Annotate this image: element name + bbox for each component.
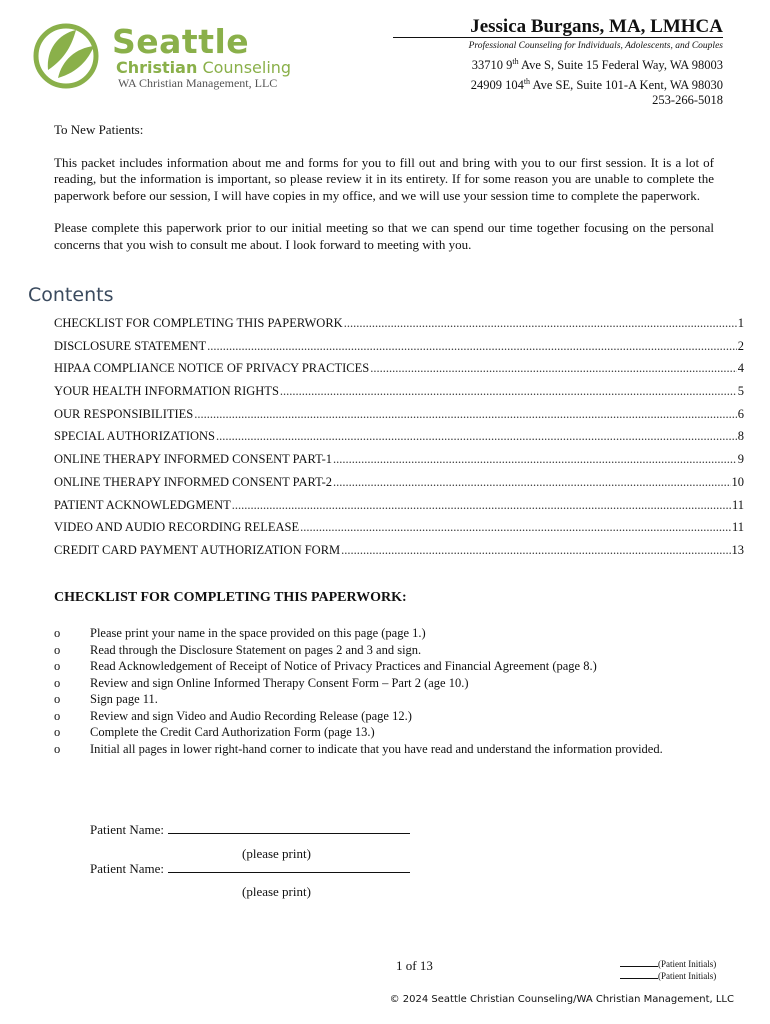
toc-entry[interactable]: [54, 475, 744, 498]
toc-entry[interactable]: [54, 384, 744, 407]
checklist-item-text: Please print your name in the space provided on this page (page 1.): [90, 626, 426, 640]
toc-entry-title[interactable]: SPECIAL AUTHORIZATIONS: [54, 429, 215, 444]
toc-entry[interactable]: [54, 520, 744, 543]
toc-entry[interactable]: [54, 316, 744, 339]
toc-leader-dots: [341, 543, 730, 558]
checkbox-bullet-icon: o: [54, 675, 61, 690]
toc-leader-dots: [333, 452, 737, 467]
toc-entry-title[interactable]: OUR RESPONSIBILITIES: [54, 406, 194, 421]
greeting: To New Patients:: [54, 122, 144, 137]
checklist-item-text: Initial all pages in lower right-hand corner to indicate that you have read and understand the information provided.: [90, 741, 663, 756]
provider-tagline: Professional Counseling for Individuals, Adolescents, and Couples: [468, 41, 723, 51]
toc-entry-page: 4: [737, 361, 744, 376]
toc-entry[interactable]: [54, 429, 744, 452]
toc-leader-dots: [333, 475, 731, 490]
toc-entry-page: 6: [737, 406, 744, 421]
logo-name: Seattle: [112, 22, 250, 61]
checkbox-bullet-icon: o: [54, 725, 61, 739]
toc-entry[interactable]: [54, 361, 744, 384]
logo-organization: WA Christian Management, LLC: [118, 76, 278, 90]
toc-entry-page: 10: [731, 474, 744, 489]
checkbox-bullet-icon: o: [54, 642, 61, 657]
toc-leader-dots: [280, 384, 737, 399]
toc-entry-title[interactable]: HIPAA COMPLIANCE NOTICE OF PRIVACY PRACTICES: [54, 361, 370, 376]
toc-entry-title[interactable]: YOUR HEALTH INFORMATION RIGHTS: [54, 384, 279, 399]
intro-section: [54, 122, 714, 253]
provider-address-1: 33710 9th Ave S, Suite 15 Federal Way, WA 98003: [471, 57, 723, 73]
toc-entry[interactable]: [54, 543, 744, 566]
checklist-item: [54, 675, 694, 692]
toc-leader-dots: [344, 316, 737, 331]
checkbox-bullet-icon: o: [54, 659, 61, 673]
toc-entry[interactable]: [54, 339, 744, 362]
toc-leader-dots: [216, 429, 737, 444]
checkbox-bullet-icon: o: [54, 626, 61, 640]
toc-entry-page: 11: [731, 520, 744, 535]
toc-entry-page: 8: [737, 429, 744, 444]
toc-entry-title[interactable]: VIDEO AND AUDIO RECORDING RELEASE: [54, 520, 300, 535]
checklist-item: [54, 708, 694, 725]
patient-name-label: Patient Name:: [90, 861, 165, 876]
toc-entry-title[interactable]: CREDIT CARD PAYMENT AUTHORIZATION FORM: [54, 542, 341, 557]
provider-header: [469, 16, 723, 109]
toc-leader-dots: [232, 498, 731, 513]
intro-paragraph-1: This packet includes information about me and forms for you to fill out and bring with you to our first session. It is a lot of reading, but the information is important, so please review it in its entirety. If for some reason you are unable to complete the paperwork before our session, I will have copies in my office, and we will use your session time to complete the paperwork.: [54, 154, 714, 203]
checklist-item-text: Sign page 11.: [90, 692, 158, 706]
patient-name-field-2[interactable]: [90, 861, 410, 877]
toc-entry-title[interactable]: ONLINE THERAPY INFORMED CONSENT PART-2: [54, 474, 332, 489]
toc-entry-page: 11: [731, 497, 744, 512]
checklist-item-text: Review and sign Video and Audio Recording Release (page 12.): [90, 708, 412, 723]
checklist-item-text: Read through the Disclosure Statement on pages 2 and 3 and sign.: [90, 642, 422, 657]
patient-name-line[interactable]: [168, 822, 410, 834]
toc-entry-title[interactable]: PATIENT ACKNOWLEDGMENT: [54, 497, 231, 512]
please-print-hint: (please print): [242, 846, 311, 861]
checklist-heading: CHECKLIST FOR COMPLETING THIS PAPERWORK:: [54, 590, 407, 605]
company-logo: [30, 18, 320, 98]
toc-leader-dots: [370, 361, 737, 376]
toc-entry-page: 13: [731, 542, 744, 557]
toc-entry-title[interactable]: DISCLOSURE STATEMENT: [54, 338, 207, 353]
provider-phone: 253-266-5018: [652, 93, 723, 108]
toc-leader-dots: [194, 407, 737, 422]
checkbox-bullet-icon: o: [54, 741, 61, 756]
copyright-footer: © 2024 Seattle Christian Counseling/WA Christian Management, LLC: [389, 994, 734, 1005]
checklist-item-text: Complete the Credit Card Authorization Form (page 13.): [90, 725, 375, 739]
please-print-hint: (please print): [242, 884, 311, 899]
toc-entry-page: 1: [737, 316, 744, 330]
initials-line-2[interactable]: (Patient Initials): [620, 970, 716, 982]
provider-name: Jessica Burgans, MA, LMHCA: [470, 16, 723, 37]
checklist: [54, 625, 694, 757]
checklist-item: [54, 642, 694, 659]
checklist-item: [54, 724, 694, 741]
initials-line-1[interactable]: (Patient Initials): [620, 958, 716, 970]
toc-entry-page: 9: [737, 452, 744, 467]
patient-initials[interactable]: [620, 958, 716, 982]
checklist-item: [54, 658, 694, 675]
contents-heading: Contents: [28, 284, 114, 306]
toc-leader-dots: [300, 520, 731, 535]
patient-name-field-1[interactable]: [90, 822, 410, 838]
provider-address-2: 24909 104th Ave SE, Suite 101-A Kent, WA 98030: [470, 76, 723, 92]
checklist-item-text: Read Acknowledgement of Receipt of Notice of Privacy Practices and Financial Agreement (page 8.): [90, 659, 597, 673]
table-of-contents: [54, 316, 744, 566]
checkbox-bullet-icon: o: [54, 708, 61, 723]
page-number: 1 of 13: [396, 958, 433, 973]
toc-entry[interactable]: [54, 498, 744, 521]
checklist-item: [54, 741, 694, 758]
logo-subtitle: Christian Counseling: [116, 58, 292, 77]
patient-name-label: Patient Name:: [90, 822, 165, 837]
checklist-item: [54, 625, 694, 642]
checklist-item: [54, 691, 694, 708]
toc-leader-dots: [207, 339, 737, 354]
intro-paragraph-2: Please complete this paperwork prior to our initial meeting so that we can spend our time together focusing on the personal concerns that you wish to consult me about. I look forward to meeting with you.: [54, 220, 714, 252]
checklist-item-text: Review and sign Online Informed Therapy Consent Form – Part 2 (age 10.): [90, 675, 469, 690]
toc-entry-title[interactable]: CHECKLIST FOR COMPLETING THIS PAPERWORK: [54, 316, 343, 330]
toc-entry-page: 2: [737, 338, 744, 353]
toc-entry[interactable]: [54, 452, 744, 475]
toc-entry[interactable]: [54, 407, 744, 430]
leaf-logo-icon: [32, 20, 104, 90]
checkbox-bullet-icon: o: [54, 692, 61, 706]
patient-name-line[interactable]: [168, 861, 410, 873]
toc-entry-title[interactable]: ONLINE THERAPY INFORMED CONSENT PART-1: [54, 452, 332, 467]
toc-entry-page: 5: [737, 384, 744, 399]
